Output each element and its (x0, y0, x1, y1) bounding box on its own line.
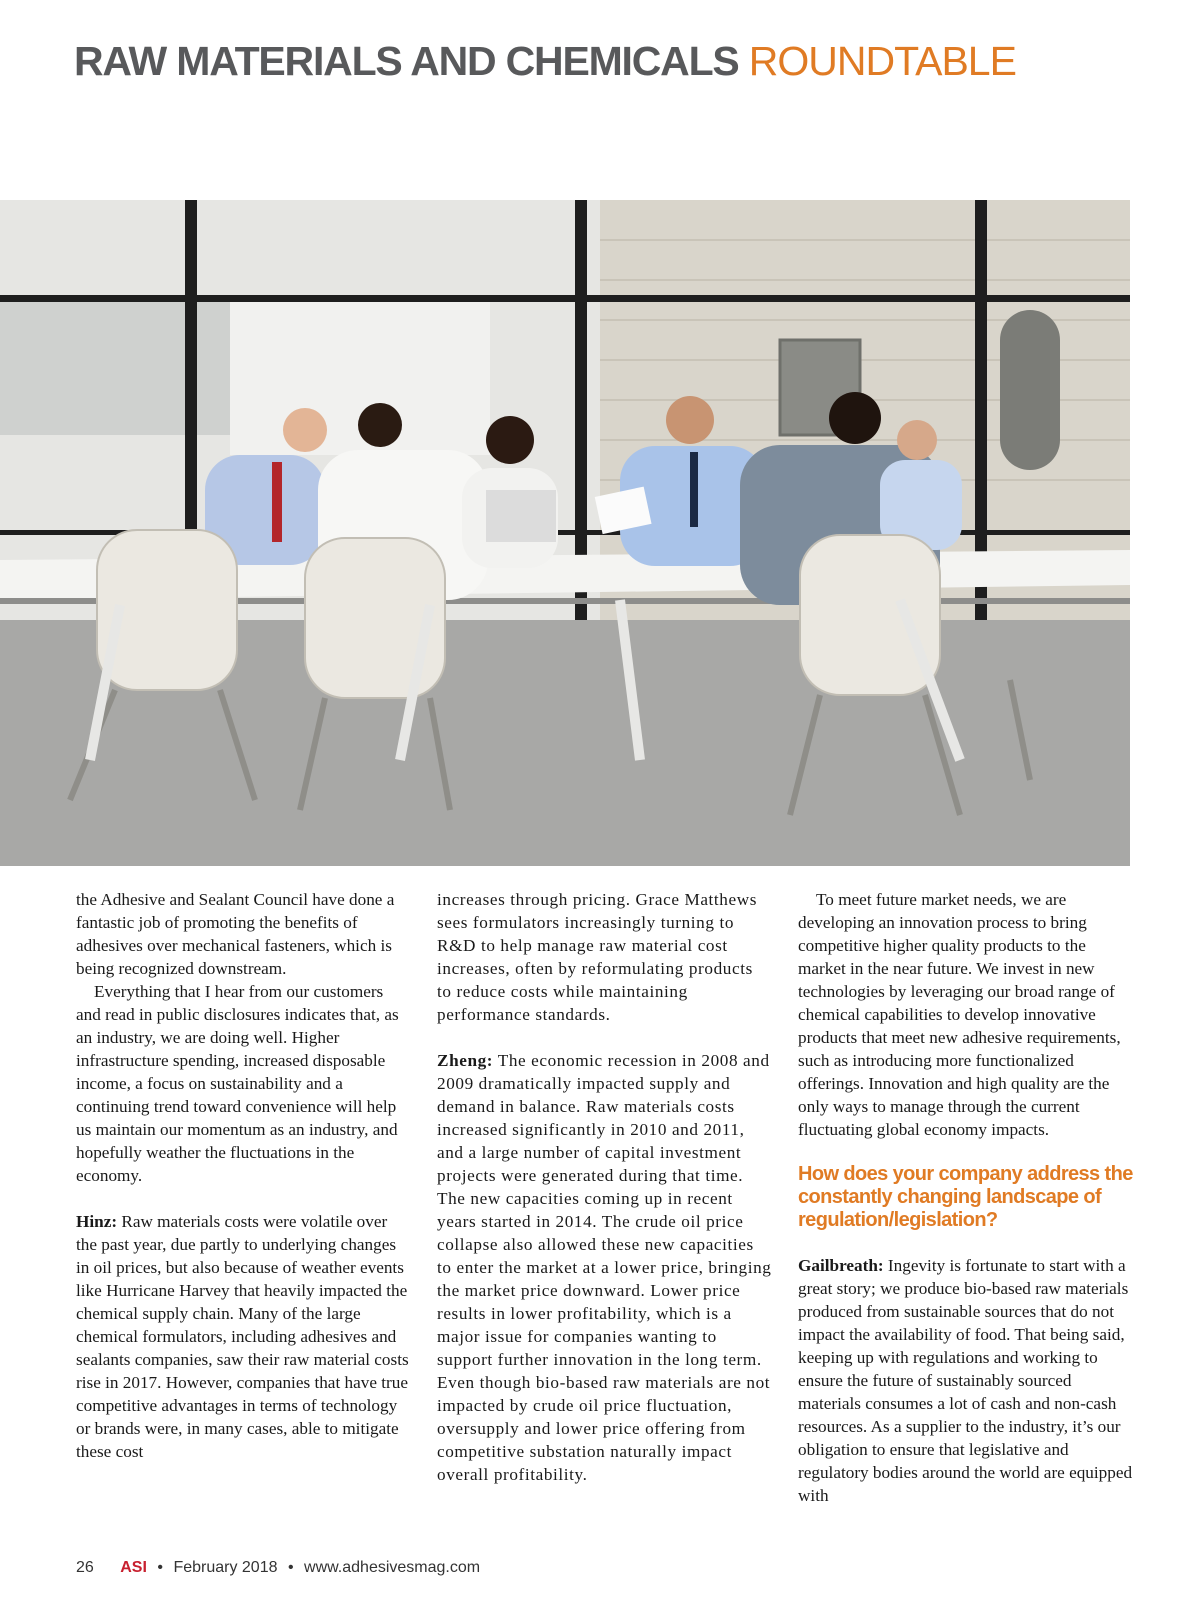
speaker-name: Zheng: (437, 1051, 494, 1070)
bullet-separator: • (157, 1559, 163, 1576)
paragraph (76, 1210, 411, 1463)
roundtable-meeting-photo (0, 200, 1130, 866)
paragraph: To meet future market needs, we are developing an innovation process to bring competitive higher quality products to the market in the near future. We invest in new technologies by leveraging our broad range of chemical capabilities to develop innovative products that meet new adhesive requirements, such as introducing more functionalized offerings. Innovation and high quality are the only ways to manage through the current fluctuating global economy impacts. (798, 890, 1121, 1139)
paragraph: increases through pricing. Grace Matthews sees formulators increasingly turning to R&D to help manage raw material cost increases, often by reformulating products to reduce costs while maintaining performance standards. (437, 890, 758, 1024)
issue-date: February 2018 (173, 1559, 278, 1576)
page-number: 26 (76, 1559, 94, 1576)
section-question-heading: How does your company address the constantly changing landscape of regulation/legislation? (798, 1163, 1133, 1231)
text-column-3 (798, 888, 1133, 1507)
speaker-text: Raw materials costs were volatile over the past year, due partly to underlying changes in oil prices, but also because of weather events like Hurricane Harvey that heavily impacted the chemical supply chain. Many of the large chemical formulators, including adhesives and sealants companies, saw their raw material costs rise in 2017. However, companies that have true competitive advantages in terms of technology or brands were, in many cases, able to mitigate these cost (76, 1212, 409, 1461)
brand-logo-text: ASI (120, 1559, 147, 1576)
paragraph (437, 1049, 772, 1486)
text-column-2 (437, 888, 772, 1486)
paragraph: the Adhesive and Sealant Council have done a fantastic job of promoting the benefits of adhesives over mechanical fasteners, which is being recognized downstream. (76, 890, 395, 978)
speaker-name: Hinz: (76, 1212, 118, 1231)
page-footer (76, 1559, 480, 1577)
page-header (74, 36, 1134, 86)
speaker-name: Gailbreath: (798, 1256, 884, 1275)
bullet-separator: • (287, 1559, 294, 1576)
speaker-text: Ingevity is fortunate to start with a great story; we produce bio-based raw materials produced from sustainable sources that do not impact the availability of food. That being said, keeping up with regulations and working to ensure the future of sustainably sourced materials consumes a lot of cash and non-cash resources. As a supplier to the industry, it’s our obligation to ensure that legislative and regulatory bodies around the world are equipped with (798, 1256, 1133, 1505)
header-title-bold: RAW MATERIALS AND CHEMICALS (74, 38, 739, 84)
website-link[interactable]: www.adhesivesmag.com (304, 1559, 481, 1576)
paragraph (798, 1254, 1133, 1507)
speaker-text: The economic recession in 2008 and 2009 dramatically impacted supply and demand in balance. Raw materials costs increased significantly in 2010 and 2011, and a large number of capital investment projects were generated during that time. The new capacities coming up in recent years started in 2014. The crude oil price collapse also allowed these new capacities to enter the market at a lower price, bringing the market price downward. Lower price results in lower profitability, which is a major issue for companies wanting to support further innovation in the long term. Even though bio-based raw materials are not impacted by crude oil price fluctuation, oversupply and lower price offering from competitive substation naturally impact overall profitability. (437, 1051, 772, 1484)
paragraph: Everything that I hear from our customers and read in public disclosures indicates that, as an industry, we are doing well. Higher infrastructure spending, increased disposable income, a focus on sustainability and a continuing trend toward convenience will help us maintain our momentum as an industry, and hopefully weather the fluctuations in the economy. (76, 982, 399, 1185)
header-title-light: ROUNDTABLE (748, 38, 1016, 84)
text-column-1 (76, 888, 411, 1463)
